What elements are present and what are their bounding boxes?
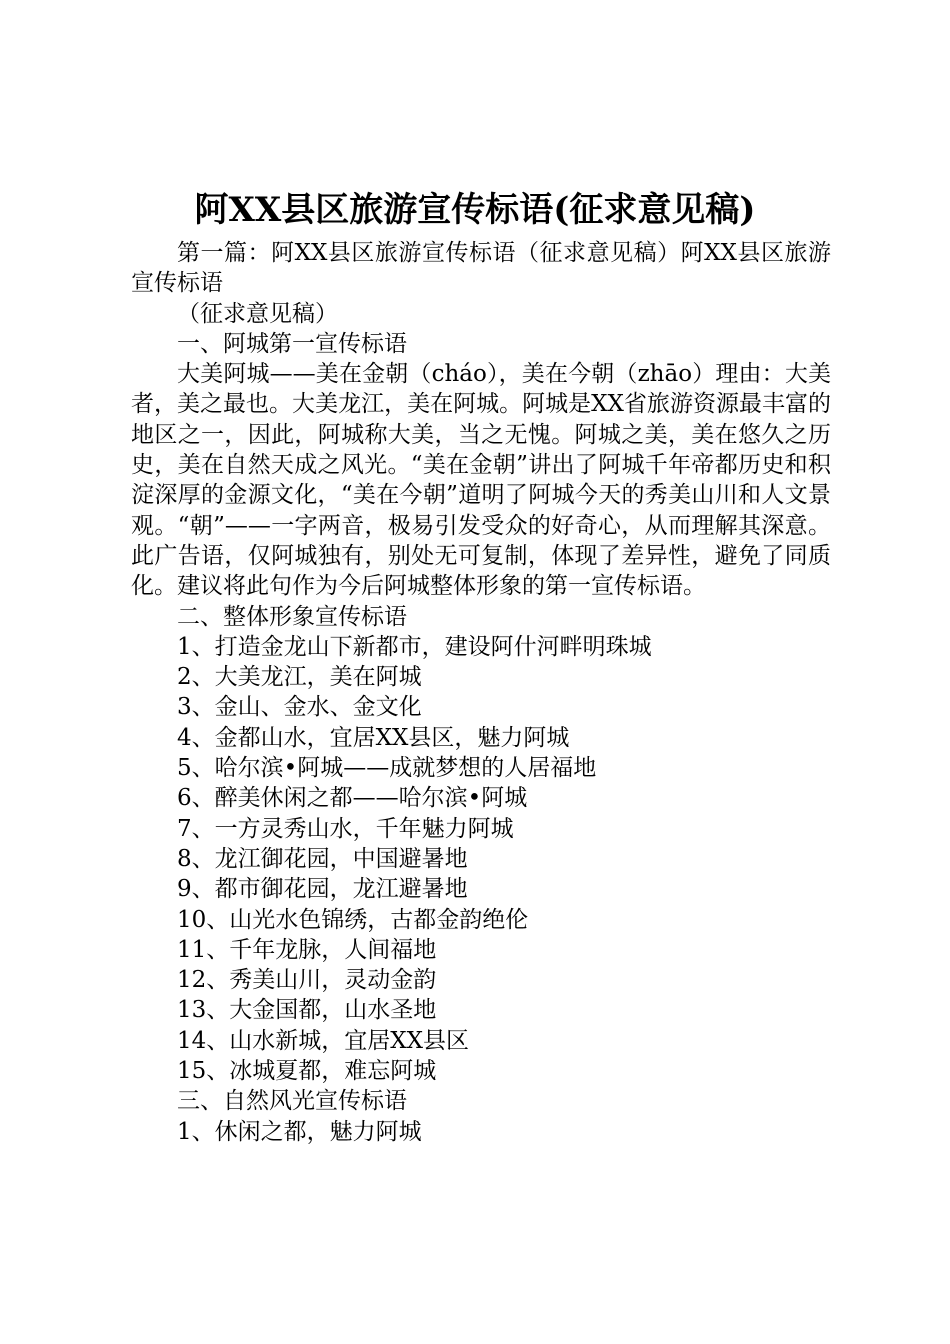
slogan-item: 6、醉美休闲之都——哈尔滨•阿城 xyxy=(177,785,528,812)
slogan-item: 4、金都山水，宜居XX县区，魅力阿城 xyxy=(177,724,570,751)
slogan-item: 9、都市御花园，龙江避暑地 xyxy=(177,876,468,903)
slogan-item: 10、山光水色锦绣，古都金韵绝伦 xyxy=(177,906,529,933)
section-3-list xyxy=(131,1117,831,1147)
slogan-item: 15、冰城夏都，难忘阿城 xyxy=(177,1058,437,1085)
slogan-item: 12、秀美山川，灵动金韵 xyxy=(177,967,437,994)
document-body xyxy=(131,238,831,1147)
slogan-item: 2、大美龙江，美在阿城 xyxy=(177,664,422,691)
slogan-item: 11、千年龙脉，人间福地 xyxy=(177,936,437,963)
slogan-item: 5、哈尔滨•阿城——成就梦想的人居福地 xyxy=(177,755,597,782)
slogan-item: 13、大金国都，山水圣地 xyxy=(177,997,437,1024)
section-1-heading: 一、阿城第一宣传标语 xyxy=(177,330,407,357)
slogan-item: 7、一方灵秀山水，千年魅力阿城 xyxy=(177,815,514,842)
slogan-item: 1、打造金龙山下新都市，建设阿什河畔明珠城 xyxy=(177,633,652,660)
slogan-item: 14、山水新城，宜居XX县区 xyxy=(177,1027,470,1054)
section-1-paragraph: 大美阿城——美在金朝（cháo），美在今朝（zhāo）理由：大美者，美之最也。大美龙江，美在阿城。阿城是XX省旅游资源最丰富的地区之一，因此，阿城称大美，当之无愧。阿城之美，美在悠久之历史，美在自然天成之风光。“美在金朝”讲出了阿城千年帝都历史和积淀深厚的金源文化，“美在今朝”道明了阿城今天的秀美山川和人文景观。“朝”——一字两音，极易引发受众的好奇心，从而理解其深意。此广告语，仅阿城独有，别处无可复制，体现了差异性，避免了同质化。建议将此句作为今后阿城整体形象的第一宣传标语。 xyxy=(131,361,831,600)
intro-subtitle: （征求意见稿） xyxy=(177,300,338,327)
slogan-item: 3、金山、金水、金文化 xyxy=(177,694,422,721)
slogan-item: 1、休闲之都，魅力阿城 xyxy=(177,1118,422,1145)
slogan-item: 8、龙江御花园，中国避暑地 xyxy=(177,845,468,872)
document-title: 阿XX县区旅游宣传标语(征求意见稿) xyxy=(194,190,756,230)
section-2-heading: 二、整体形象宣传标语 xyxy=(177,603,407,630)
section-3-heading: 三、自然风光宣传标语 xyxy=(177,1088,407,1115)
section-2-list xyxy=(131,632,831,1086)
intro-paragraph: 第一篇：阿XX县区旅游宣传标语（征求意见稿）阿XX县区旅游宣传标语 xyxy=(131,240,831,297)
